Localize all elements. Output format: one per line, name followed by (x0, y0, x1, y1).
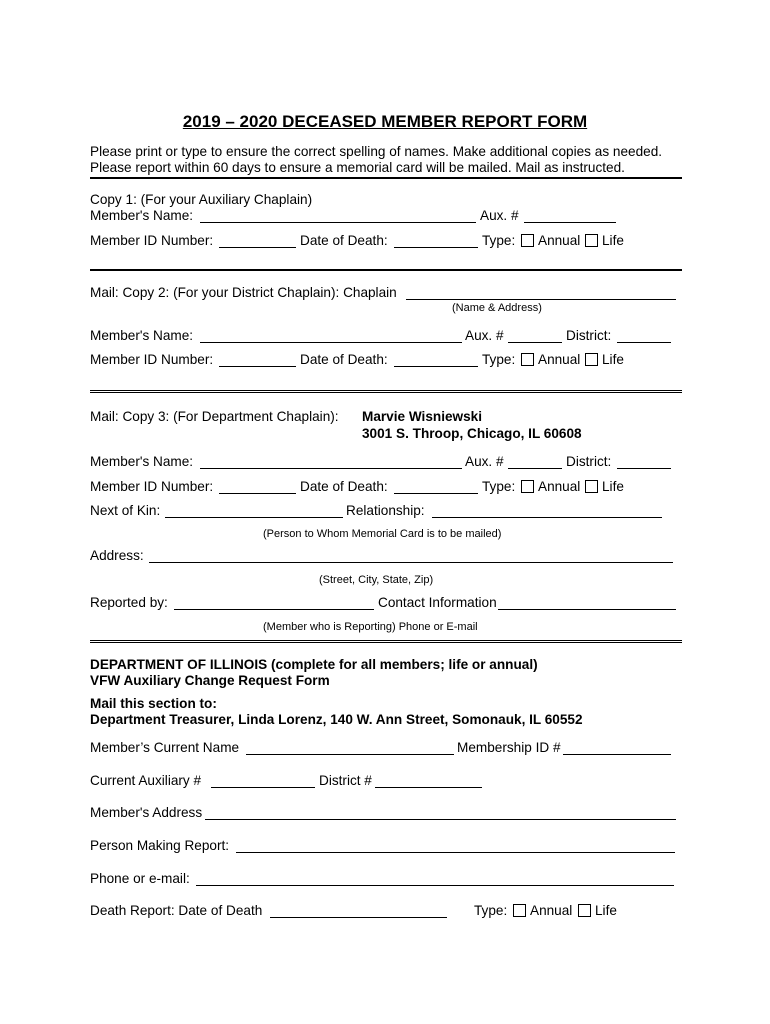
copy3-type-label: Type: (482, 479, 516, 494)
dept-death-report-label: Death Report: Date of Death (90, 903, 263, 918)
copy3-address-field[interactable] (149, 562, 673, 563)
dept-person-making-report-label: Person Making Report: (90, 838, 230, 853)
dept-current-name-label: Member’s Current Name (90, 740, 240, 755)
copy3-annual-checkbox[interactable] (521, 480, 534, 493)
copy1-member-id-field[interactable] (219, 247, 296, 248)
copy2-life-label: Life (602, 352, 624, 367)
copy3-reporter-hint: (Member who is Reporting) Phone or E-mail (263, 621, 478, 633)
section-divider (90, 177, 682, 179)
copy3-reported-by-field[interactable] (174, 609, 374, 610)
section-divider (90, 269, 682, 271)
copy1-date-of-death-label: Date of Death: (300, 233, 388, 248)
dept-heading-1: DEPARTMENT OF ILLINOIS (complete for all members; life or annual) (90, 657, 538, 672)
copy1-life-checkbox[interactable] (585, 234, 598, 247)
copy1-aux-label: Aux. # (480, 208, 519, 223)
copy3-district-label: District: (566, 454, 612, 469)
copy3-aux-label: Aux. # (465, 454, 504, 469)
copy2-members-name-label: Member's Name: (90, 328, 194, 343)
dept-person-making-report-field[interactable] (236, 852, 675, 853)
dept-district-label: District # (319, 773, 372, 788)
copy1-members-name-field[interactable] (200, 222, 476, 223)
copy1-date-of-death-field[interactable] (394, 247, 478, 248)
copy1-annual-checkbox[interactable] (521, 234, 534, 247)
dept-membership-id-label: Membership ID # (457, 740, 561, 755)
section-divider (90, 390, 682, 396)
dept-mail-heading: Mail this section to: (90, 696, 217, 711)
dept-phone-email-label: Phone or e-mail: (90, 871, 190, 886)
copy3-date-of-death-label: Date of Death: (300, 479, 388, 494)
dept-current-aux-field[interactable] (211, 787, 315, 788)
intro-line-2: Please report within 60 days to ensure a memorial card will be mailed. Mail as instructed. (90, 160, 625, 175)
copy3-address-hint: (Street, City, State, Zip) (319, 574, 434, 586)
copy2-name-address-hint: (Name & Address) (452, 302, 542, 314)
copy2-date-of-death-field[interactable] (394, 366, 478, 367)
copy2-aux-label: Aux. # (465, 328, 504, 343)
copy3-heading: Mail: Copy 3: (For Department Chaplain): (90, 409, 339, 424)
copy2-heading: Mail: Copy 2: (For your District Chaplain): Chaplain (90, 285, 397, 300)
copy3-annual-label: Annual (538, 479, 581, 494)
dept-members-address-field[interactable] (205, 819, 676, 820)
copy3-relationship-field[interactable] (432, 517, 662, 518)
copy3-date-of-death-field[interactable] (394, 493, 478, 494)
copy2-district-field[interactable] (617, 342, 671, 343)
copy1-type-label: Type: (482, 233, 516, 248)
copy2-type-label: Type: (482, 352, 516, 367)
copy1-members-name-label: Member's Name: (90, 208, 194, 223)
copy3-relationship-label: Relationship: (346, 503, 425, 518)
copy2-life-checkbox[interactable] (585, 353, 598, 366)
copy3-aux-field[interactable] (508, 468, 562, 469)
dept-current-aux-label: Current Auxiliary # (90, 773, 202, 788)
dept-heading-2: VFW Auxiliary Change Request Form (90, 673, 330, 688)
copy3-members-name-field[interactable] (200, 468, 462, 469)
copy2-district-label: District: (566, 328, 612, 343)
copy3-life-checkbox[interactable] (585, 480, 598, 493)
copy3-kin-hint: (Person to Whom Memorial Card is to be mailed) (263, 528, 502, 540)
section-divider (90, 640, 682, 646)
copy2-member-id-label: Member ID Number: (90, 352, 214, 367)
copy2-annual-label: Annual (538, 352, 581, 367)
dept-mail-to: Department Treasurer, Linda Lorenz, 140 W. Ann Street, Somonauk, IL 60552 (90, 712, 583, 727)
copy3-district-field[interactable] (617, 468, 671, 469)
dept-membership-id-field[interactable] (563, 754, 671, 755)
copy1-annual-label: Annual (538, 233, 581, 248)
dept-life-label: Life (595, 903, 617, 918)
dept-life-checkbox[interactable] (578, 904, 591, 917)
dept-type-label: Type: (474, 903, 508, 918)
copy3-member-id-field[interactable] (219, 493, 296, 494)
copy3-recipient-name: Marvie Wisniewski (362, 409, 483, 424)
intro-line-1: Please print or type to ensure the correct spelling of names. Make additional copies as needed. (90, 144, 663, 159)
dept-current-name-field[interactable] (246, 754, 454, 755)
copy3-contact-info-label: Contact Information (378, 595, 497, 610)
copy3-contact-info-field[interactable] (498, 609, 676, 610)
copy2-member-id-field[interactable] (219, 366, 296, 367)
copy3-recipient-address: 3001 S. Throop, Chicago, IL 60608 (362, 426, 582, 441)
dept-members-address-label: Member's Address (90, 805, 203, 820)
copy3-member-id-label: Member ID Number: (90, 479, 214, 494)
copy3-reported-by-label: Reported by: (90, 595, 168, 610)
copy2-members-name-field[interactable] (200, 342, 462, 343)
copy1-heading: Copy 1: (For your Auxiliary Chaplain) (90, 192, 313, 207)
copy3-next-of-kin-label: Next of Kin: (90, 503, 161, 518)
copy2-annual-checkbox[interactable] (521, 353, 534, 366)
copy3-address-label: Address: (90, 548, 144, 563)
copy3-life-label: Life (602, 479, 624, 494)
copy1-member-id-label: Member ID Number: (90, 233, 214, 248)
copy2-aux-field[interactable] (508, 342, 562, 343)
copy3-next-of-kin-field[interactable] (165, 517, 343, 518)
copy1-life-label: Life (602, 233, 624, 248)
copy2-chaplain-field[interactable] (406, 299, 676, 300)
dept-annual-label: Annual (530, 903, 573, 918)
copy3-members-name-label: Member's Name: (90, 454, 194, 469)
form-title: 2019 – 2020 DECEASED MEMBER REPORT FORM (182, 112, 588, 131)
copy2-date-of-death-label: Date of Death: (300, 352, 388, 367)
dept-district-field[interactable] (375, 787, 482, 788)
dept-date-of-death-field[interactable] (270, 917, 447, 918)
dept-annual-checkbox[interactable] (513, 904, 526, 917)
copy1-aux-field[interactable] (524, 222, 616, 223)
dept-phone-email-field[interactable] (196, 885, 674, 886)
